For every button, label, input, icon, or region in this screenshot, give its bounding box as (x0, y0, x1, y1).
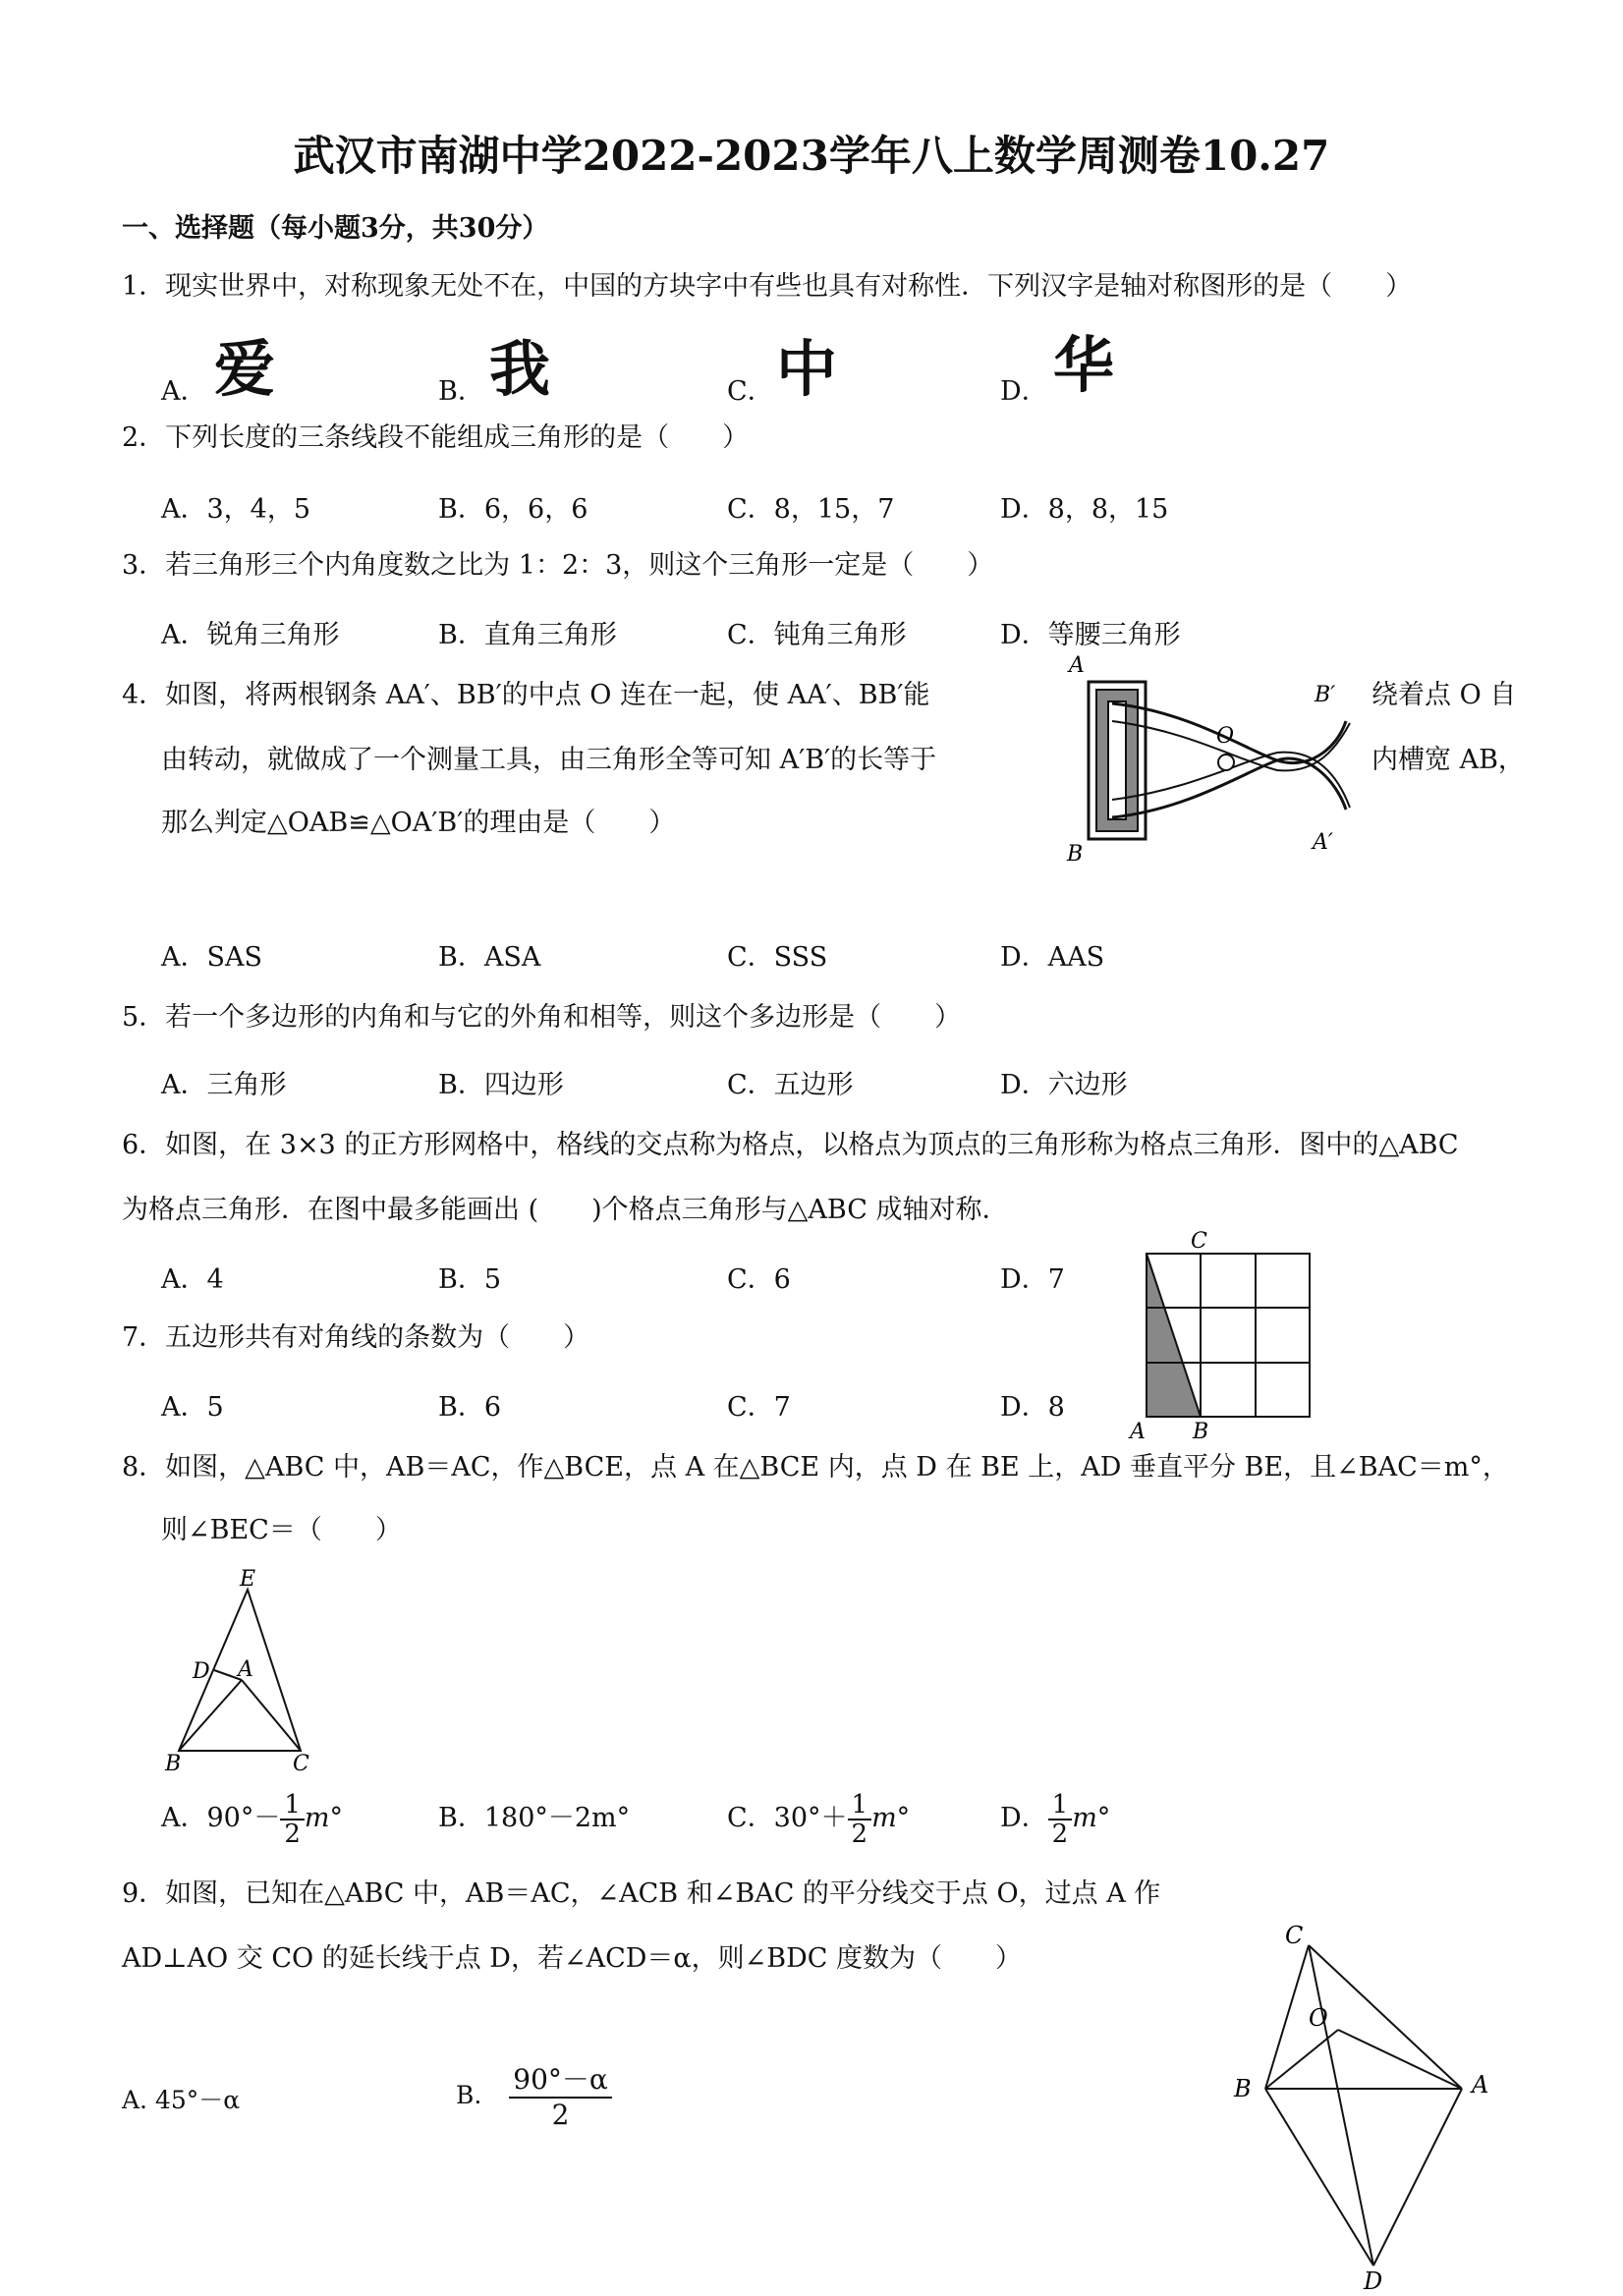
question-3-stem: 3．若三角形三个内角度数之比为 1：2：3，则这个三角形一定是（ ） (122, 550, 994, 581)
question-4-line-3: 那么判定△OAB≌△OA′B′的理由是（ ） (161, 808, 676, 838)
q8-option-c-denominator: 2 (851, 1819, 868, 1849)
q9-segment-bo (1265, 2030, 1338, 2089)
q9-label-b: B (1234, 2075, 1252, 2102)
q8-option-c-label: C． (727, 1803, 774, 1833)
q8-segment-ac (242, 1680, 301, 1751)
q2-option-a: A．3，4，5 (161, 494, 311, 525)
q5-option-b: B．四边形 (438, 1070, 564, 1100)
q6-option-c: C．6 (727, 1264, 791, 1295)
q9-figure (1214, 1916, 1509, 2293)
q5-option-c: C．五边形 (727, 1070, 854, 1100)
q6-label-a: A (1130, 1420, 1146, 1444)
q8-label-b: B (165, 1752, 182, 1774)
question-6-line-1: 6．如图，在 3×3 的正方形网格中，格线的交点称为格点，以格点为顶点的三角形称为格点三角形．图中的△ABC (122, 1130, 1459, 1160)
q6-option-a: A．4 (161, 1264, 224, 1295)
q5-option-a: A．三角形 (161, 1070, 287, 1100)
q1-option-a-label: A． (161, 376, 207, 407)
q3-option-c: C．钝角三角形 (727, 620, 907, 650)
q2-option-c: C．8，15，7 (727, 494, 895, 525)
q9-label-o: O (1309, 2004, 1328, 2032)
q9-label-d: D (1364, 2268, 1383, 2293)
q7-option-c: C．7 (727, 1392, 791, 1423)
q9-option-a: A. 45°－α (122, 2086, 241, 2114)
q9-option-b-label: B. (456, 2081, 482, 2109)
q9-option-b-denominator: 2 (551, 2098, 570, 2131)
question-9-line-2: AD⊥AO 交 CO 的延长线于点 D，若∠ACD＝α，则∠BDC 度数为（ ） (122, 1943, 1022, 1974)
question-8-line-1: 8．如图，△ABC 中，AB＝AC，作△BCE，点 A 在△BCE 内，点 D 在 BE 上，AD 垂直平分 BE，且∠BAC＝m°， (122, 1452, 1509, 1483)
q8-label-a: A (238, 1657, 253, 1682)
q1-option-c-glyph: 中 (776, 333, 838, 405)
q6-label-c: C (1191, 1229, 1207, 1254)
q9-segment-oa (1338, 2030, 1462, 2089)
q8-option-a-fraction (280, 1791, 305, 1848)
q4-label-b: B (1067, 842, 1084, 867)
q8-option-a-denominator: 2 (284, 1819, 301, 1849)
q5-option-d: D．六边形 (1000, 1070, 1128, 1100)
q3-option-d: D．等腰三角形 (1000, 620, 1181, 650)
question-5-stem: 5．若一个多边形的内角和与它的外角和相等，则这个多边形是（ ） (122, 1002, 962, 1033)
question-4-line-1-right: 绕着点 O 自 (1371, 680, 1517, 710)
q8-option-c-post: m° (871, 1803, 911, 1833)
q1-option-b-glyph: 我 (489, 333, 551, 405)
q4-option-b: B．ASA (438, 942, 541, 973)
q8-option-a-pre: 90°－ (206, 1803, 281, 1833)
q1-option-a-glyph: 爱 (214, 333, 276, 405)
q4-option-d: D．AAS (1000, 942, 1105, 973)
section-heading: 一、选择题（每小题3分，共30分） (122, 213, 549, 244)
q8-option-a-numerator: 1 (280, 1791, 305, 1820)
q8-label-c: C (293, 1752, 309, 1774)
q9-segment-cd (1309, 1945, 1373, 2266)
question-4-line-1: 4．如图，将两根钢条 AA′、BB′的中点 O 连在一起，使 AA′、BB′能 (122, 680, 930, 710)
q6-triangle-abc (1147, 1254, 1201, 1417)
q8-figure (157, 1568, 334, 1774)
q1-option-b-label: B． (438, 376, 484, 407)
q8-label-d: D (193, 1659, 210, 1684)
question-4-line-2-right: 内槽宽 AB， (1371, 745, 1525, 775)
q8-option-a-label: A． (161, 1803, 207, 1833)
q4-label-b-prime: B′ (1315, 683, 1336, 707)
q7-option-d: D．8 (1000, 1392, 1065, 1423)
q8-option-d-denominator: 2 (1051, 1819, 1069, 1849)
q9-segment-ad (1373, 2089, 1462, 2266)
q1-option-d-label: D． (1000, 376, 1048, 407)
q7-option-b: B．6 (438, 1392, 502, 1423)
q8-option-a (161, 1784, 343, 1853)
q4-figure (1051, 652, 1366, 874)
q8-option-c (727, 1784, 910, 1853)
question-1-stem: 1．现实世界中，对称现象无处不在，中国的方块字中有些也具有对称性．下列汉字是轴对称图形的是（ ） (122, 271, 1413, 302)
q4-option-a: A．SAS (161, 942, 262, 973)
q8-label-e: E (240, 1568, 256, 1592)
q8-option-b-pre: 180°－2m° (483, 1803, 631, 1833)
question-7-stem: 7．五边形共有对角线的条数为（ ） (122, 1322, 590, 1353)
q8-segment-ab (179, 1680, 242, 1751)
q6-label-b: B (1193, 1420, 1209, 1444)
q8-option-d-numerator: 1 (1048, 1791, 1073, 1820)
q8-option-d-fraction (1048, 1791, 1073, 1848)
question-9-line-1: 9．如图，已知在△ABC 中，AB＝AC，∠ACB 和∠BAC 的平分线交于点 O，过点 A 作 (122, 1878, 1161, 1909)
q7-option-a: A．5 (161, 1392, 224, 1423)
q8-option-a-post: m° (304, 1803, 344, 1833)
q3-option-a: A．锐角三角形 (161, 620, 340, 650)
q8-option-b (438, 1784, 630, 1853)
page-title: 武汉市南湖中学2022-2023学年八上数学周测卷10.27 (293, 132, 1330, 180)
q9-segment-bd (1265, 2089, 1373, 2266)
q9-segment-cb (1265, 1945, 1309, 2089)
question-4-line-2: 由转动，就做成了一个测量工具，由三角形全等可知 A′B′的长等于 (161, 745, 937, 775)
q1-option-d-glyph: 华 (1053, 329, 1115, 401)
q4-pivot (1218, 755, 1234, 770)
q2-option-b: B．6，6，6 (438, 494, 588, 525)
question-8-line-2: 则∠BEC＝（ ） (161, 1515, 402, 1545)
q4-label-o: O (1216, 724, 1235, 749)
q3-option-b: B．直角三角形 (438, 620, 617, 650)
q8-option-d (1000, 1784, 1110, 1853)
q4-label-a: A (1069, 653, 1085, 678)
q8-option-c-pre: 30°＋ (773, 1803, 848, 1833)
q6-option-d: D．7 (1000, 1264, 1065, 1295)
q4-frame-slot (1108, 701, 1126, 819)
q1-option-c-label: C． (727, 376, 774, 407)
q4-label-a-prime: A′ (1313, 830, 1333, 855)
q9-label-c: C (1285, 1922, 1304, 1949)
q9-segment-ca (1309, 1945, 1462, 2089)
question-6-line-2: 为格点三角形．在图中最多能画出 ( )个格点三角形与△ABC 成轴对称． (122, 1195, 1009, 1225)
q6-option-b: B．5 (438, 1264, 502, 1295)
q9-option-b-numerator: 90°－α (509, 2063, 612, 2099)
q9-label-a: A (1472, 2071, 1489, 2099)
q2-option-d: D．8，8，15 (1000, 494, 1169, 525)
q4-option-c: C．SSS (727, 942, 828, 973)
q8-option-b-label: B． (438, 1803, 484, 1833)
q8-option-c-numerator: 1 (848, 1791, 872, 1820)
q8-option-d-post: m° (1072, 1803, 1111, 1833)
q9-option-b-fraction (509, 2063, 612, 2132)
q8-option-d-label: D． (1000, 1803, 1048, 1833)
q8-option-c-fraction (848, 1791, 872, 1848)
question-2-stem: 2．下列长度的三条线段不能组成三角形的是（ ） (122, 422, 750, 453)
q6-figure (1120, 1228, 1316, 1444)
q9-option-b (456, 2059, 612, 2132)
